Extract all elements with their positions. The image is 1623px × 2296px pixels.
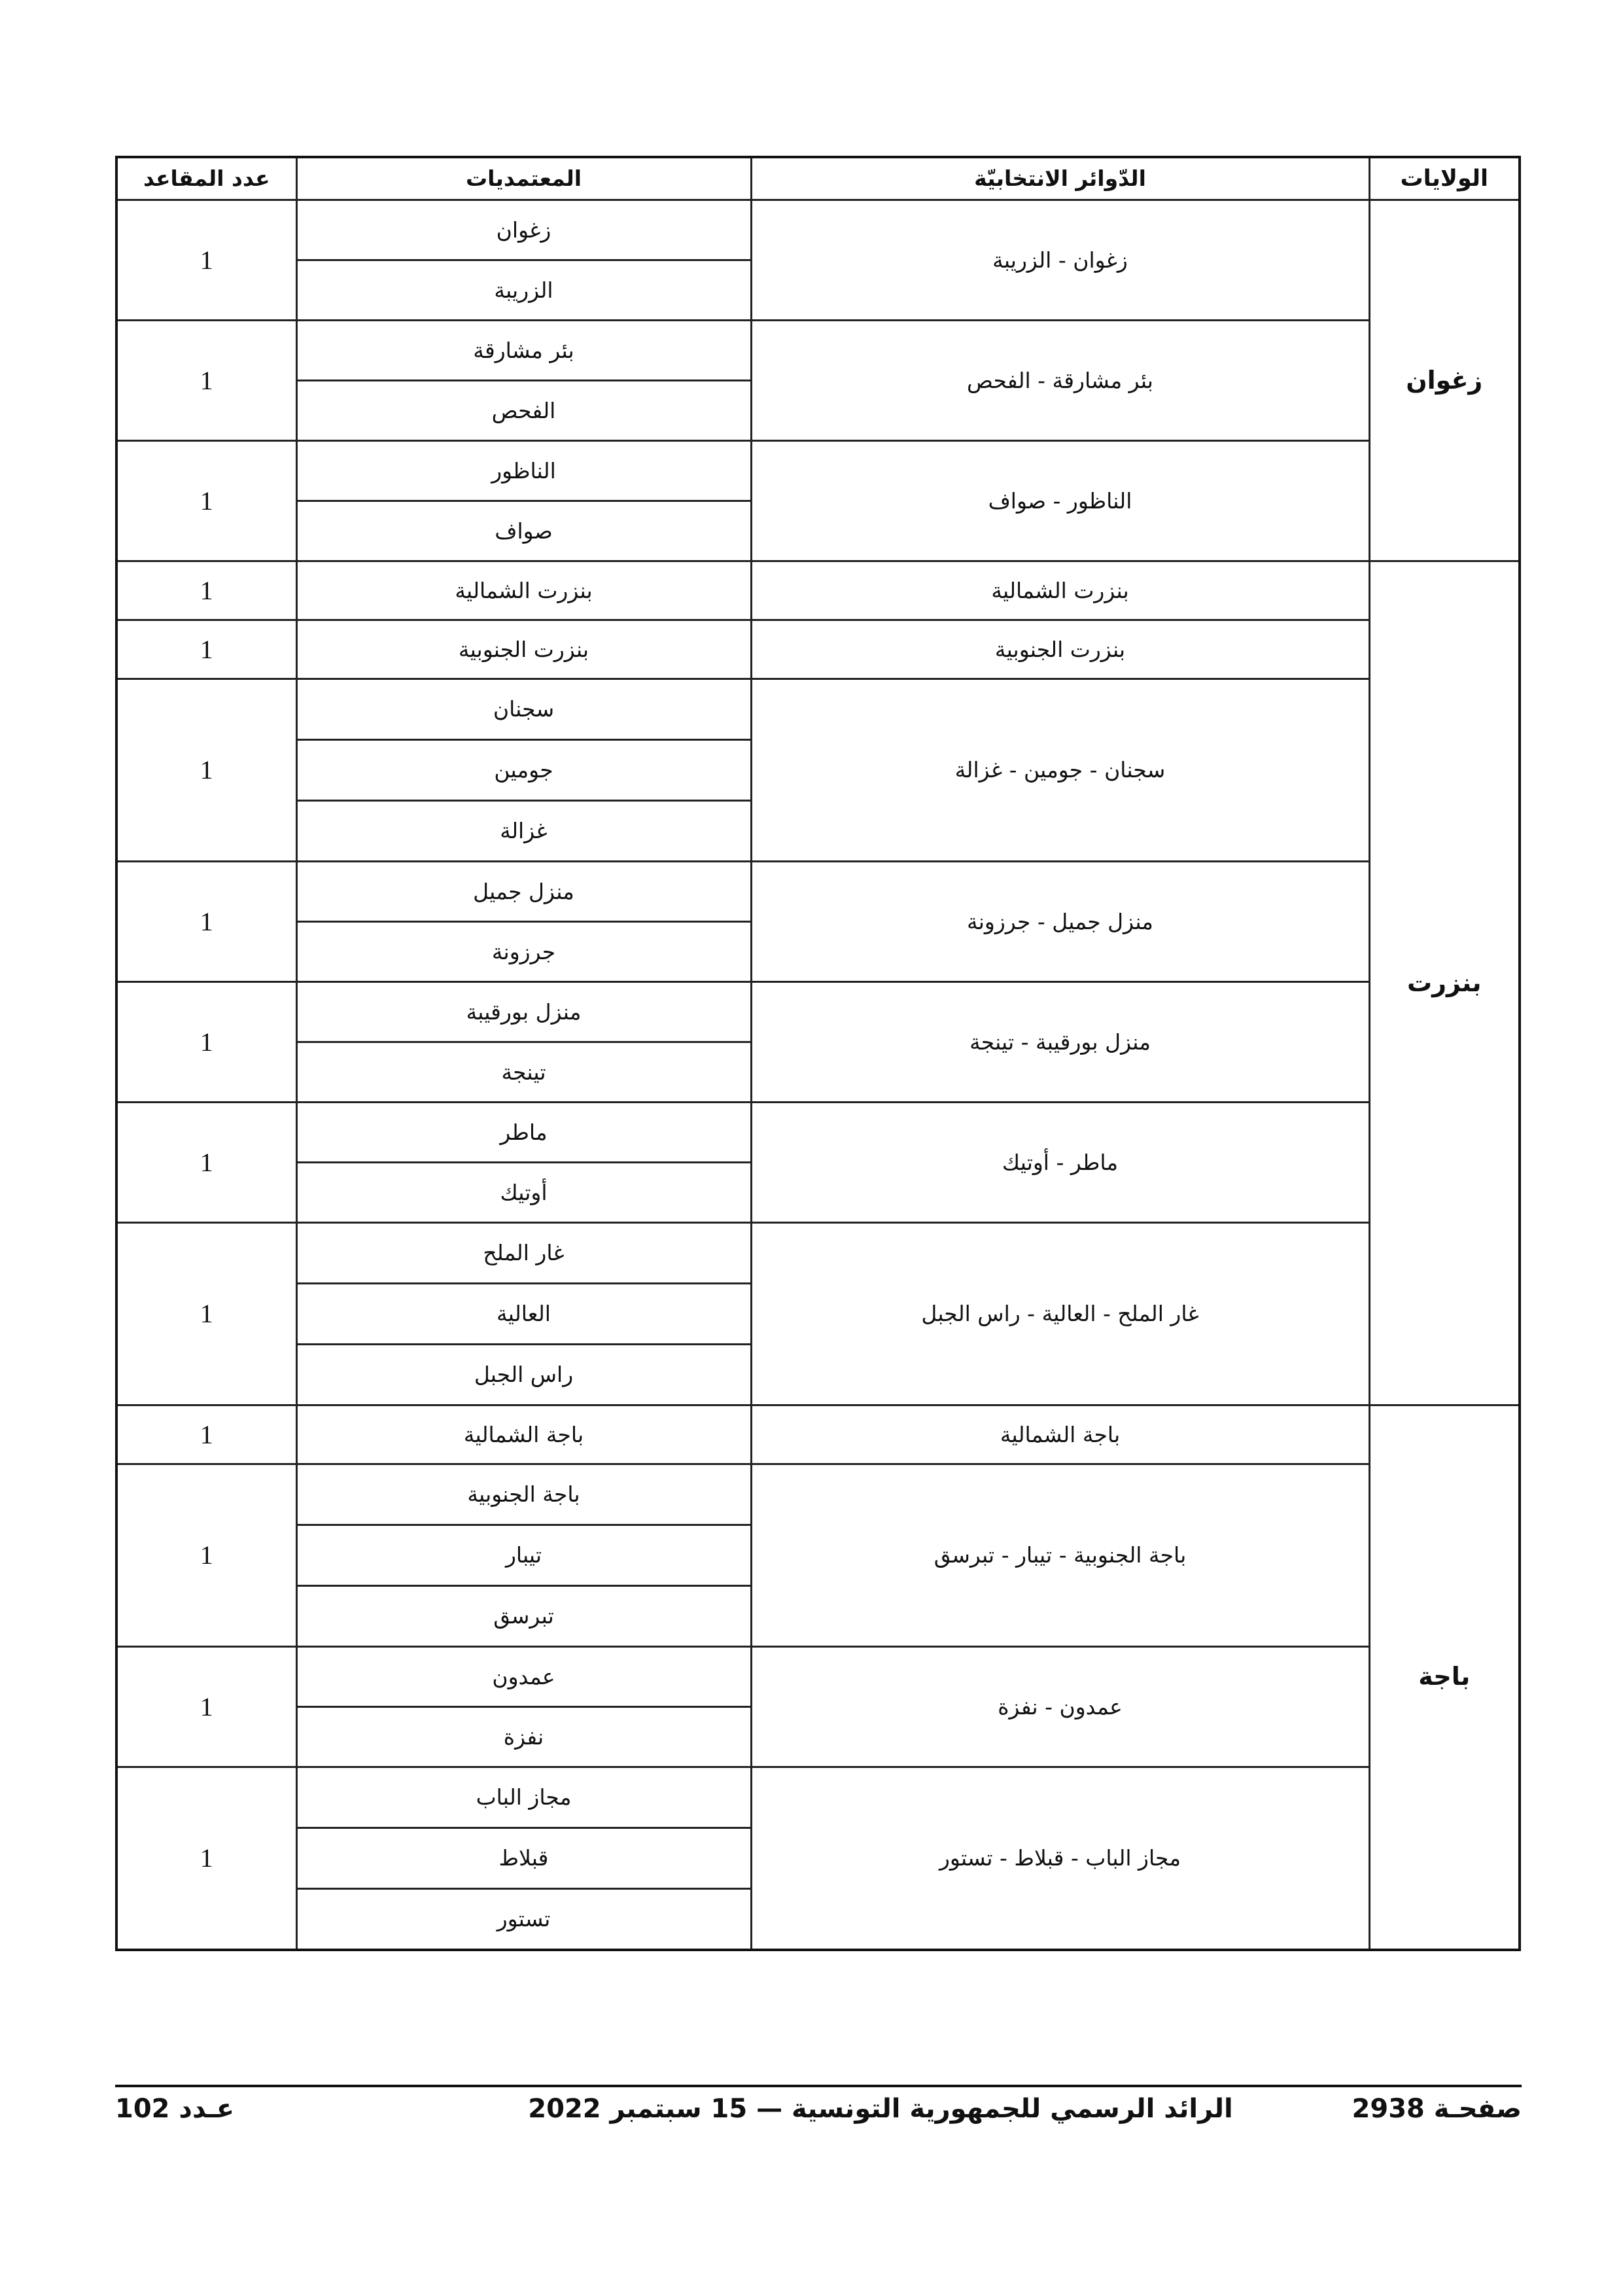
seats-cell: 1 [116, 1767, 296, 1950]
header-governorate: الولايات [1369, 157, 1520, 200]
table-row [116, 1103, 1520, 1163]
journal-title: الرائد الرسمي للجمهورية التونسية — 15 سبتمبر 2022 [528, 2094, 1233, 2124]
seats-cell: 1 [116, 561, 296, 620]
seats-cell: 1 [116, 620, 296, 679]
governorate-cell: زغوان [1369, 200, 1520, 561]
delegation-cell: جرزونة [296, 922, 751, 982]
table-header-row [116, 157, 1520, 200]
district-cell: منزل جميل - جرزونة [751, 862, 1369, 982]
delegation-cell: جومين [296, 740, 751, 801]
seats-cell: 1 [116, 321, 296, 441]
seats-cell: 1 [116, 679, 296, 862]
delegation-cell: تيبار [296, 1525, 751, 1586]
table-row [116, 620, 1520, 679]
delegation-cell: صواف [296, 501, 751, 561]
delegation-cell: العالية [296, 1284, 751, 1345]
delegation-cell: عمدون [296, 1647, 751, 1707]
table-row [116, 1767, 1520, 1828]
seats-cell: 1 [116, 1223, 296, 1405]
seats-cell: 1 [116, 441, 296, 561]
district-cell: منزل بورقيبة - تينجة [751, 982, 1369, 1103]
delegation-cell: بنزرت الجنوبية [296, 620, 751, 679]
district-cell: سجنان - جومين - غزالة [751, 679, 1369, 862]
governorate-cell: باجة [1369, 1405, 1520, 1950]
delegation-cell: باجة الجنوبية [296, 1464, 751, 1525]
seats-table-container [115, 156, 1518, 1951]
delegation-cell: راس الجبل [296, 1345, 751, 1405]
seats-cell: 1 [116, 1647, 296, 1767]
header-district: الدّوائر الانتخابيّة [751, 157, 1369, 200]
delegation-cell: الناظور [296, 441, 751, 501]
seats-cell: 1 [116, 200, 296, 321]
district-cell: باجة الشمالية [751, 1405, 1369, 1464]
table-row [116, 561, 1520, 620]
header-delegations: المعتمديات [296, 157, 751, 200]
table-row [116, 862, 1520, 922]
delegation-cell: أوتيك [296, 1163, 751, 1223]
seats-cell: 1 [116, 1464, 296, 1647]
delegation-cell: سجنان [296, 679, 751, 740]
table-body [116, 200, 1520, 1950]
delegation-cell: نفزة [296, 1707, 751, 1767]
district-cell: بنزرت الجنوبية [751, 620, 1369, 679]
header-seats: عدد المقاعد [116, 157, 296, 200]
table-row [116, 321, 1520, 381]
table-row [116, 200, 1520, 260]
electoral-districts-table [115, 156, 1521, 1951]
district-cell: غار الملح - العالية - راس الجبل [751, 1223, 1369, 1405]
footer-divider [115, 2085, 1522, 2087]
delegation-cell: مجاز الباب [296, 1767, 751, 1828]
table-row [116, 982, 1520, 1042]
district-cell: زغوان - الزريبة [751, 200, 1369, 321]
delegation-cell: باجة الشمالية [296, 1405, 751, 1464]
district-cell: ماطر - أوتيك [751, 1103, 1369, 1223]
table-row [116, 441, 1520, 501]
delegation-cell: ماطر [296, 1103, 751, 1163]
district-cell: عمدون - نفزة [751, 1647, 1369, 1767]
page-footer [115, 2094, 1522, 2140]
delegation-cell: تبرسق [296, 1586, 751, 1647]
district-cell: باجة الجنوبية - تيبار - تبرسق [751, 1464, 1369, 1647]
delegation-cell: تينجة [296, 1042, 751, 1103]
delegation-cell: منزل بورقيبة [296, 982, 751, 1042]
district-cell: بئر مشارقة - الفحص [751, 321, 1369, 441]
table-row [116, 1405, 1520, 1464]
district-cell: مجاز الباب - قبلاط - تستور [751, 1767, 1369, 1950]
table-row [116, 679, 1520, 740]
table-row [116, 1647, 1520, 1707]
issue-number: عـدد 102 [115, 2094, 235, 2124]
table-row [116, 1223, 1520, 1284]
delegation-cell: قبلاط [296, 1828, 751, 1889]
seats-cell: 1 [116, 1103, 296, 1223]
governorate-cell: بنزرت [1369, 561, 1520, 1405]
delegation-cell: غار الملح [296, 1223, 751, 1284]
page-number: صفحـة 2938 [1352, 2094, 1522, 2124]
delegation-cell: غزالة [296, 801, 751, 862]
district-cell: بنزرت الشمالية [751, 561, 1369, 620]
table-row [116, 1464, 1520, 1525]
delegation-cell: زغوان [296, 200, 751, 260]
delegation-cell: تستور [296, 1889, 751, 1950]
seats-cell: 1 [116, 862, 296, 982]
district-cell: الناظور - صواف [751, 441, 1369, 561]
delegation-cell: منزل جميل [296, 862, 751, 922]
delegation-cell: بئر مشارقة [296, 321, 751, 381]
delegation-cell: الزريبة [296, 260, 751, 321]
delegation-cell: الفحص [296, 381, 751, 441]
delegation-cell: بنزرت الشمالية [296, 561, 751, 620]
seats-cell: 1 [116, 1405, 296, 1464]
seats-cell: 1 [116, 982, 296, 1103]
